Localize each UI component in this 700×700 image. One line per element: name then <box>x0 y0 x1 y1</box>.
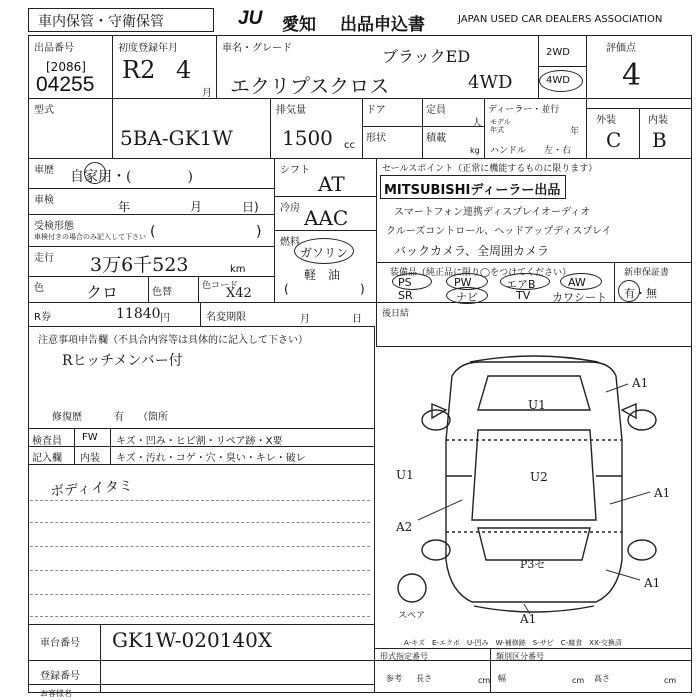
inspector-row1-items: キズ・凹み・ヒビ割・リペア跡・X要 <box>116 436 283 447</box>
registration-label: 初度登録年月 <box>118 43 178 54</box>
model-year-unit: 年 <box>570 127 580 137</box>
drive-4wd: 4WD <box>546 75 570 86</box>
mileage-value: 3万6千523 <box>90 254 189 276</box>
displacement-label: 排気量 <box>276 105 306 116</box>
inspection-year: 年 <box>118 200 131 214</box>
history-label: 車歴 <box>34 165 54 176</box>
name-change-day: 日 <box>352 314 362 325</box>
equip-sr: SR <box>398 289 413 302</box>
recycle-value: 11840 <box>116 306 161 322</box>
repair-has: 有 <box>114 412 124 423</box>
storage-text: 車内保管・守衛保管 <box>38 14 164 30</box>
inspection-label: 車検 <box>34 195 54 206</box>
sales-line-3: バックカメラ、全周囲カメラ <box>394 244 550 258</box>
capacity-unit: 人 <box>472 118 482 129</box>
width-unit: cm <box>572 676 585 685</box>
mileage-label: 走行 <box>34 253 54 264</box>
reg-number-label: 登録番号 <box>40 671 80 682</box>
displacement-value: 1500 <box>282 126 333 150</box>
sales-line-1: スマートフォン連携ディスプレイオーディオ <box>394 207 591 218</box>
car-drive-value: 4WD <box>468 72 513 93</box>
association-name: JAPAN USED CAR DEALERS ASSOCIATION <box>458 14 663 25</box>
inspection-day: 日) <box>242 200 259 214</box>
notes-value: Rヒッチメンバー付 <box>62 353 183 369</box>
equip-ps: PS <box>398 276 412 289</box>
recycle-unit: 円 <box>160 313 170 324</box>
equip-airbag: エアB <box>506 278 536 291</box>
exterior-value: C <box>606 128 622 152</box>
damage-u2-center: U2 <box>530 470 548 484</box>
acceptance-paren-open: ( <box>150 224 156 240</box>
exterior-label: 外装 <box>596 115 616 126</box>
stamp-row-label: お客様名 <box>40 689 72 698</box>
model-value: 5BA-GK1W <box>120 126 233 150</box>
inspector-row2-items: キズ・汚れ・コゲ・穴・臭い・キレ・破レ <box>116 453 306 464</box>
width-label: 幅 <box>498 674 506 683</box>
spare-label: スペア <box>398 611 426 621</box>
handle-label: ハンドル <box>490 146 527 156</box>
color-code-label: 色コード <box>202 281 239 291</box>
height-unit: cm <box>664 676 677 685</box>
aircon-label: 冷房 <box>280 203 300 214</box>
mileage-unit: km <box>230 264 246 275</box>
eval-label: 評価点 <box>606 43 636 54</box>
inspector-label-2: 記入欄 <box>32 453 62 464</box>
registration-month: 4 <box>176 56 192 84</box>
grid-line <box>100 624 101 693</box>
inspector-row1-label: FW <box>82 432 98 443</box>
damage-a1-top-right: A1 <box>632 376 649 390</box>
equip-aw: AW <box>568 276 586 289</box>
interior-value: B <box>652 128 667 152</box>
form-title: 出品申込書 <box>340 15 425 35</box>
model-year-label: モデル年式 <box>490 118 511 134</box>
notes-label: 注意事項申告欄（不具合内容等は具体的に記入して下さい） <box>38 335 308 346</box>
repair-place: （箇所 <box>138 412 168 423</box>
warranty-options: 有・無 <box>624 287 657 300</box>
back-sheet-label: 後日結 <box>382 309 410 319</box>
damage-a1-bottom-right: A1 <box>644 576 661 590</box>
equip-pw: PW <box>454 276 472 289</box>
length-label: 長さ <box>416 674 432 683</box>
wheel-front-right <box>628 410 656 430</box>
car-grade-value: ブラックED <box>382 47 471 66</box>
handle-options: 左・右 <box>544 146 572 156</box>
grid-line <box>374 624 375 693</box>
aircon-value: AAC <box>304 206 349 230</box>
lot-number: 04255 <box>36 73 95 96</box>
color-code-value: X42 <box>226 286 252 301</box>
length-unit: cm <box>478 676 491 685</box>
model-label: 型式 <box>34 105 54 116</box>
warranty-label: 新車保証書 <box>624 268 670 278</box>
color-change-label: 色替 <box>152 287 172 298</box>
load-label: 積載 <box>426 133 446 144</box>
history-value: 自家用・( ) <box>70 169 193 185</box>
grid-line <box>490 648 491 693</box>
class-label: 類別区分番号 <box>496 652 544 661</box>
inspector-handwritten: ボディイタミ <box>49 478 134 500</box>
damage-a1-bottom: A1 <box>520 612 537 626</box>
registration-era: R2 <box>122 56 156 84</box>
shift-label: シフト <box>280 165 310 176</box>
doors-label: ドア <box>366 105 386 116</box>
grid-line <box>28 624 374 625</box>
chassis-label: 車台番号 <box>40 638 80 649</box>
inspector-row2-label: 内装 <box>80 453 100 464</box>
wheel-rear-right <box>628 540 656 560</box>
name-change-month: 月 <box>300 314 310 325</box>
damage-legend: A-キズ E-エクボ U-凹み W-補修跡 S-サビ C-腐食 XX-交換済 <box>404 639 622 647</box>
damage-u1-top: U1 <box>528 398 546 412</box>
cert-ref-label: 参考 <box>386 674 402 683</box>
capacity-label: 定員 <box>426 105 446 116</box>
registration-month-unit: 月 <box>202 88 212 99</box>
inspection-month: 月 <box>190 200 203 214</box>
grid-line <box>28 660 692 661</box>
fuel-label: 燃料 <box>280 237 300 248</box>
acceptance-note: 車検付きの場合のみ記入して下さい <box>34 233 146 241</box>
dealer-label: ディーラー・並行 <box>488 105 560 115</box>
fuel-diesel: 軽 油 <box>304 268 341 282</box>
chassis-value: GK1W-020140X <box>112 628 273 652</box>
interior-label: 内装 <box>648 115 668 126</box>
fuel-paren-close: ) <box>360 282 365 296</box>
equip-navi: ナビ <box>456 291 478 304</box>
drive-2wd: 2WD <box>546 47 570 58</box>
damage-p3: P3セ <box>520 558 546 571</box>
ju-logo-mark: JU <box>238 8 263 29</box>
color-label: 色 <box>34 283 44 294</box>
equipment-label: 装備品（純正品に限り◯をつけてください） <box>390 268 572 278</box>
name-change-label: 名変期限 <box>206 312 246 323</box>
inspector-label-1: 検査員 <box>32 436 62 447</box>
lot-label: 出品番号 <box>34 43 74 54</box>
wheel-front-left <box>422 410 450 430</box>
lot-sub-number: [2086] <box>46 60 86 74</box>
cert-label: 形式指定番号 <box>380 652 428 661</box>
acceptance-label: 受検形態 <box>34 221 74 232</box>
recycle-label: R券 <box>34 312 51 323</box>
car-name-value: エクリプスクロス <box>230 74 390 98</box>
region-name: 愛知 <box>282 15 316 35</box>
equip-tv: TV <box>516 289 531 302</box>
damage-u1-left: U1 <box>396 468 414 482</box>
damage-a1-right: A1 <box>654 486 671 500</box>
sales-line-2: クルーズコントロール、ヘッドアップディスプレイ <box>386 226 612 237</box>
equip-leather: カワシート <box>552 291 607 304</box>
shape-label: 形状 <box>366 133 386 144</box>
sales-headline: MITSUBISHIディーラー出品 <box>384 183 561 198</box>
fuel-gas: ガソリン <box>300 246 349 260</box>
acceptance-paren-close: ) <box>256 224 262 240</box>
front-bumper <box>470 356 598 362</box>
sales-points-label: セールスポイント（正常に機能するものに限ります） <box>382 164 598 174</box>
shift-value: AT <box>318 172 345 196</box>
color-value: クロ <box>86 283 119 302</box>
car-name-label: 車名・グレード <box>222 43 292 54</box>
fuel-paren-open: ( <box>284 282 289 296</box>
eval-value: 4 <box>622 58 642 93</box>
grid-line <box>374 648 692 649</box>
grid-line <box>28 684 374 685</box>
spare-tire <box>398 574 426 602</box>
damage-a2-left: A2 <box>396 520 413 534</box>
height-label: 高さ <box>594 674 610 683</box>
displacement-unit: cc <box>344 140 355 151</box>
load-unit: kg <box>470 146 480 155</box>
repair-label: 修復歴 <box>52 412 82 423</box>
